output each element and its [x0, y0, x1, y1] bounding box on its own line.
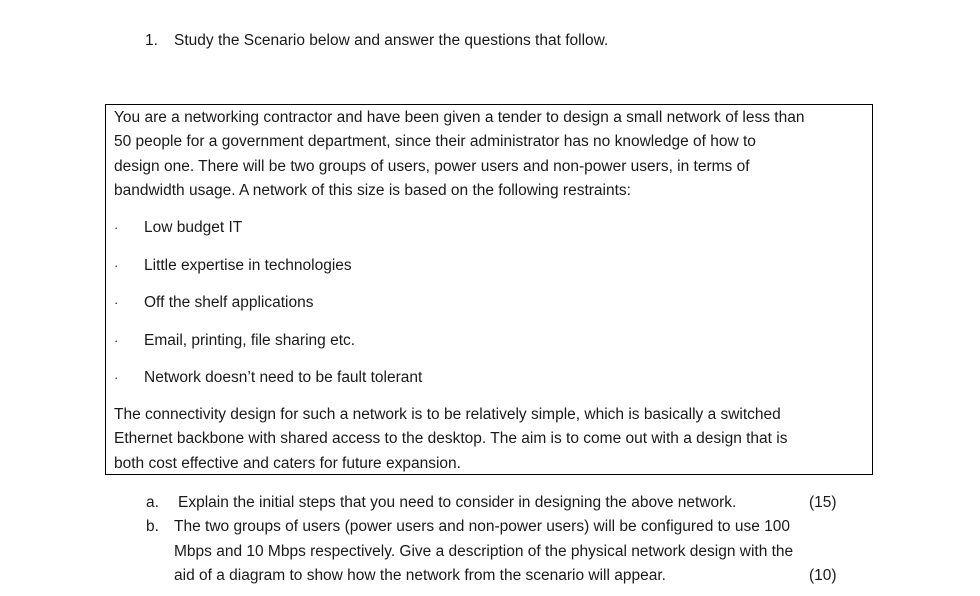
question-number: 1. — [145, 32, 158, 49]
bullet-dot: · — [114, 333, 119, 348]
scenario-intro-line: design one. There will be two groups of users, power users and non-power users, in terms of — [114, 157, 750, 175]
sub-question-letter: a. — [146, 494, 159, 511]
scenario-closing-line: both cost effective and caters for future expansion. — [114, 454, 461, 472]
bullet-text: Network doesn’t need to be fault tolerant — [144, 369, 423, 386]
restraint-bullet — [114, 255, 352, 277]
scenario-intro-line: You are a networking contractor and have been given a tender to design a small network of less than — [114, 109, 805, 126]
scenario-closing-line: The connectivity design for such a network is to be relatively simple, which is basically a switched — [114, 406, 781, 423]
restraint-bullet — [114, 292, 313, 314]
bullet-dot: · — [114, 370, 119, 385]
restraint-bullet — [114, 217, 242, 239]
bullet-dot: · — [114, 220, 119, 235]
bullet-text: Off the shelf applications — [144, 294, 314, 311]
scenario-box — [105, 104, 873, 475]
sub-question-text: aid of a diagram to show how the network from the scenario will appear. — [174, 567, 666, 584]
scenario-intro-line: bandwidth usage. A network of this size is based on the following restraints: — [114, 181, 631, 199]
bullet-text: Low budget IT — [144, 219, 243, 236]
sub-question-text: Mbps and 10 Mbps respectively. Give a description of the physical network design with the — [174, 542, 794, 560]
scenario-closing-line: Ethernet backbone with shared access to the desktop. The aim is to come out with a design that is — [114, 430, 788, 448]
bullet-text: Little expertise in technologies — [144, 257, 352, 274]
marks-b: (10) — [809, 567, 837, 584]
sub-question-letter: b. — [146, 518, 159, 535]
question-text: Study the Scenario below and answer the questions that follow. — [174, 32, 609, 49]
question-1 — [145, 30, 608, 52]
scenario-intro — [114, 106, 872, 203]
sub-question-b — [146, 515, 793, 589]
scenario-intro-line: 50 people for a government department, since their administrator has no knowledge of how to — [114, 133, 756, 151]
bullet-dot: · — [114, 295, 119, 310]
restraint-bullet — [114, 330, 355, 352]
marks-a: (15) — [809, 494, 837, 511]
restraint-bullet — [114, 367, 422, 389]
sub-question-a — [146, 491, 736, 516]
bullet-text: Email, printing, file sharing etc. — [144, 332, 356, 349]
scenario-closing — [114, 403, 872, 476]
sub-question-text: Explain the initial steps that you need to consider in designing the above network. — [178, 494, 737, 511]
bullet-dot: · — [114, 258, 119, 273]
sub-question-text: The two groups of users (power users and non-power users) will be configured to use 100 — [174, 518, 791, 535]
